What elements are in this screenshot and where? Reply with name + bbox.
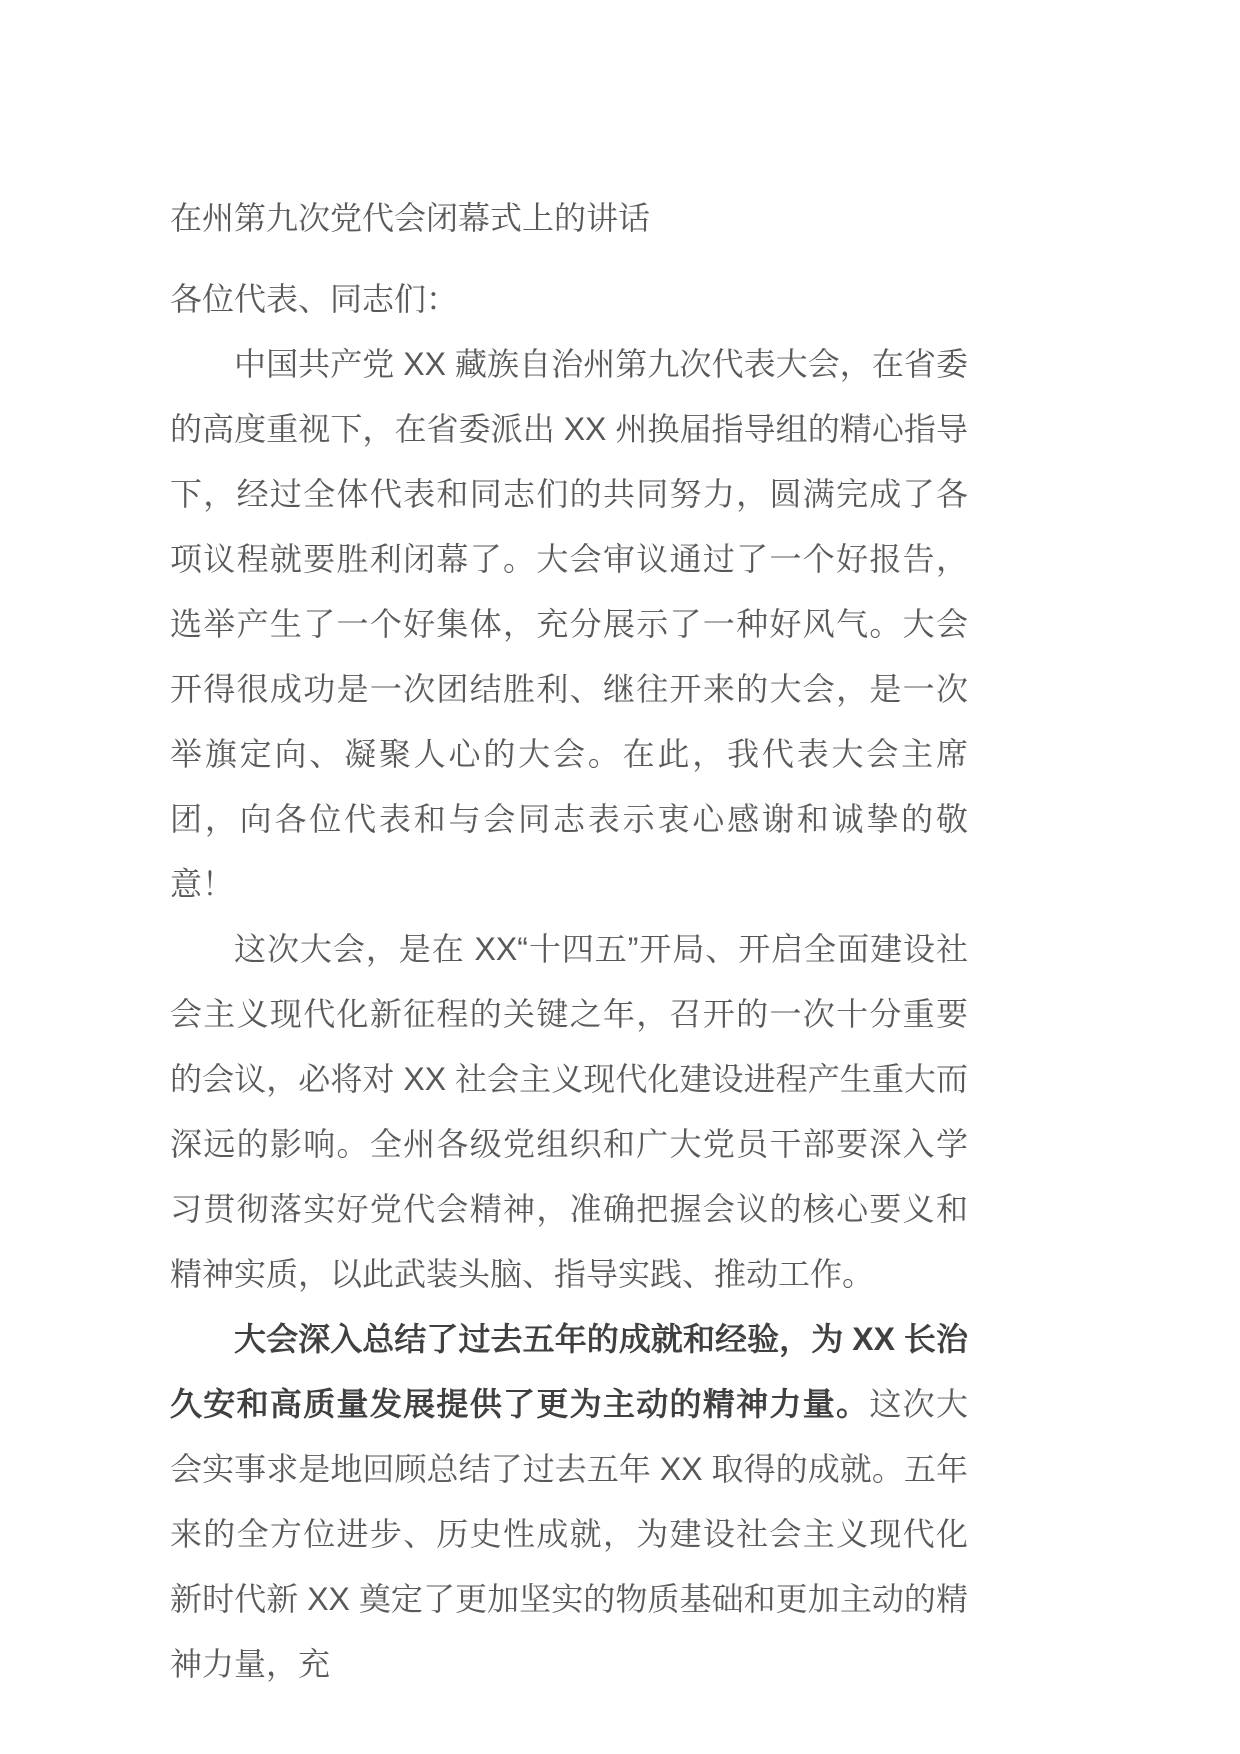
paragraph (170, 917, 968, 1307)
paragraph-text: 这次大会，是在 XX“十四五”开局、开启全面建设社会主义现代化新征程的关键之年，召开的一次十分重要的会议，必将对 XX 社会主义现代化建设进程产生重大而深远的影响。全州各级党组织和广大党员干部要深入学习贯彻落实好党代会精神，准确把握会议的核心要义和精神实质，以此武装头脑、指导实践、推动工作。 (170, 931, 968, 1292)
paragraph (170, 1307, 968, 1697)
document-salutation: 各位代表、同志们： (170, 281, 459, 317)
paragraph (170, 332, 968, 917)
paragraph-bold-lead: 大会深入总结了过去五年的成就和经验，为 XX 长治久安和高质量发展提供了更为主动的精神力量。 (170, 1321, 968, 1422)
paragraph-text: 这次大会实事求是地回顾总结了过去五年 XX 取得的成就。五年来的全方位进步、历史性成就，为建设社会主义现代化新时代新 XX 奠定了更加坚实的物质基础和更加主动的精神力量，充 (170, 1386, 968, 1682)
document-title: 在州第九次党代会闭幕式上的讲话 (170, 200, 651, 236)
paragraph-text: 中国共产党 XX 藏族自治州第九次代表大会，在省委的高度重视下，在省委派出 XX 州换届指导组的精心指导下，经过全体代表和同志们的共同努力，圆满完成了各项议程就要胜利闭幕了。大会审议通过了一个好报告，选举产生了一个好集体，充分展示了一种好风气。大会开得很成功是一次团结胜利、继往开来的大会，是一次举旗定向、凝聚人心的大会。在此，我代表大会主席团，向各位代表和与会同志表示衷心感谢和诚挚的敬意！ (170, 346, 968, 902)
document-body (170, 332, 968, 1697)
